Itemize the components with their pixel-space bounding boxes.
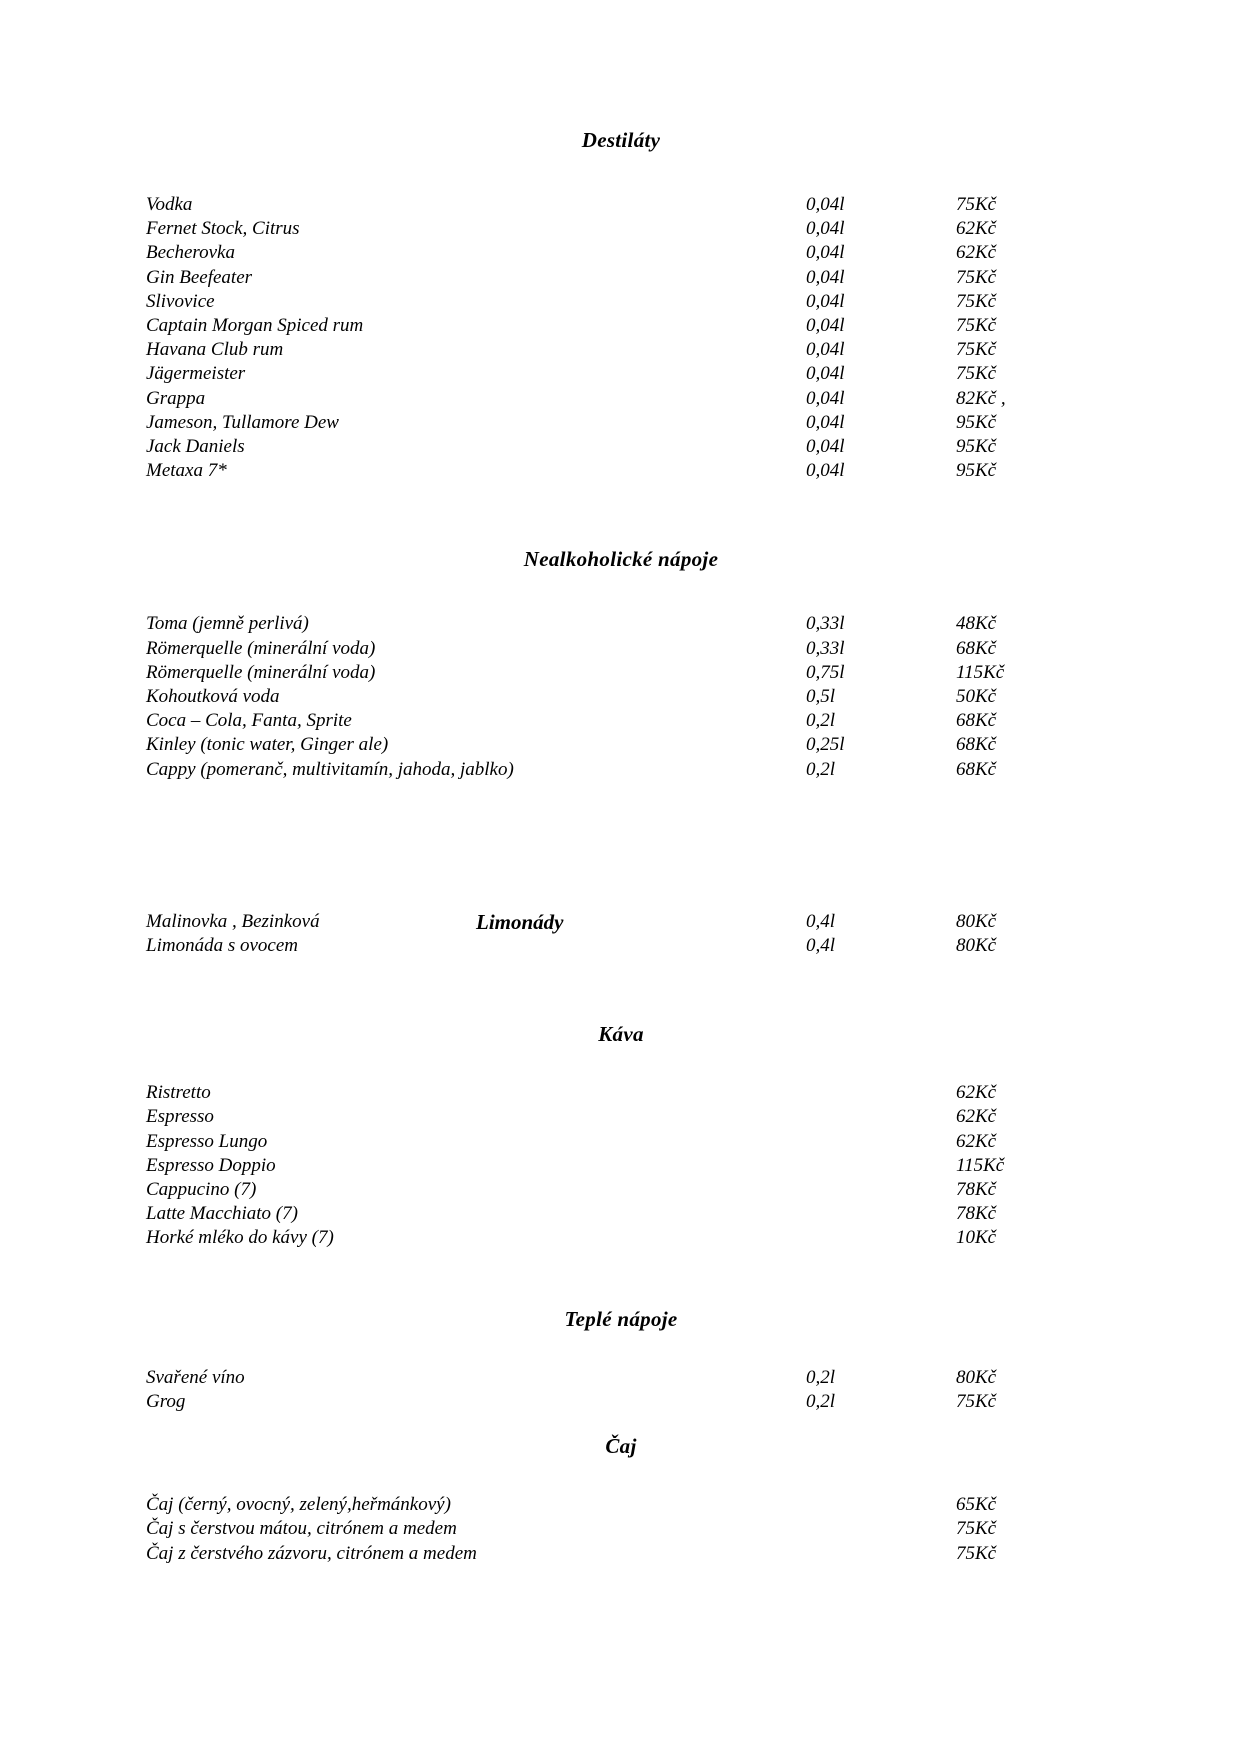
item-price: 95Kč xyxy=(956,411,997,433)
item-price: 68Kč xyxy=(956,637,997,659)
item-name: Limonáda s ovocem xyxy=(146,935,298,957)
item-name: Svařené víno xyxy=(146,1366,245,1388)
table-row xyxy=(146,290,1096,314)
item-name: Ristretto xyxy=(146,1082,211,1104)
item-price: 10Kč xyxy=(956,1227,997,1249)
section-limonady xyxy=(146,910,1096,958)
item-volume: 0,25l xyxy=(806,734,845,756)
item-volume xyxy=(806,1154,956,1178)
item-volume: 0,04l xyxy=(806,460,845,482)
item-price: 75Kč xyxy=(956,315,997,337)
table-row xyxy=(146,1542,1096,1566)
item-volume: 0,33l xyxy=(806,613,845,635)
table-row xyxy=(146,241,1096,265)
item-price: 62Kč xyxy=(956,242,997,264)
item-name: Becherovka xyxy=(146,242,235,264)
section-table-kava xyxy=(146,1081,1096,1250)
item-volume: 0,04l xyxy=(806,194,845,215)
item-price: 65Kč xyxy=(956,1494,997,1516)
table-row xyxy=(146,1493,1096,1517)
spacer xyxy=(146,1459,1096,1493)
item-price: 62Kč xyxy=(956,218,997,240)
table-row xyxy=(146,1178,1096,1202)
item-volume: 0,04l xyxy=(806,436,845,458)
item-volume xyxy=(806,1081,956,1105)
spacer xyxy=(146,572,1096,612)
item-name: Espresso Lungo xyxy=(146,1130,268,1152)
item-name: Toma (jemně perlivá) xyxy=(146,613,309,635)
item-price: 95Kč xyxy=(956,460,997,482)
item-price: 62Kč xyxy=(956,1106,997,1128)
table-row xyxy=(146,1366,1096,1390)
section-heading-teple-napoje: Teplé nápoje xyxy=(564,1306,678,1331)
table-row xyxy=(146,910,1096,934)
table-row xyxy=(146,1105,1096,1129)
section-table-caj xyxy=(146,1493,1096,1566)
item-volume xyxy=(806,1130,956,1154)
item-name: Gin Beefeater xyxy=(146,266,253,288)
table-row xyxy=(146,266,1096,290)
table-row xyxy=(146,314,1096,338)
section-heading-limonady: Limonády xyxy=(476,909,564,934)
item-price: 80Kč xyxy=(956,1366,997,1388)
spacer xyxy=(146,1414,1096,1434)
item-price: 78Kč xyxy=(956,1203,997,1225)
item-price: 75Kč xyxy=(956,339,997,361)
table-row xyxy=(146,1517,1096,1541)
item-price: 75Kč xyxy=(956,290,997,312)
item-volume xyxy=(806,1105,956,1129)
item-price: 50Kč xyxy=(956,686,997,708)
item-price: 75Kč xyxy=(956,363,997,385)
item-name: Metaxa 7* xyxy=(146,460,227,482)
item-volume: 0,04l xyxy=(806,242,845,264)
table-row xyxy=(146,637,1096,661)
item-name: Espresso Doppio xyxy=(146,1154,276,1176)
item-name: Espresso xyxy=(146,1106,214,1128)
section-heading-kava: Káva xyxy=(598,1022,644,1047)
section-table-destilaty xyxy=(146,193,1096,483)
table-row xyxy=(146,1130,1096,1154)
item-volume: 0,4l xyxy=(806,910,836,932)
item-price: 62Kč xyxy=(956,1130,997,1152)
item-name: Cappy (pomeranč, multivitamín, jahoda, jablko) xyxy=(146,758,514,780)
section-heading-nealkoholicke-napoje: Nealkoholické nápoje xyxy=(523,547,719,572)
table-row xyxy=(146,1226,1096,1250)
item-volume: 0,04l xyxy=(806,363,845,385)
section-table-nealkoholicke-napoje xyxy=(146,612,1096,781)
item-name: Captain Morgan Spiced rum xyxy=(146,315,364,337)
spacer xyxy=(146,483,1096,547)
item-volume: 0,2l xyxy=(806,710,836,732)
table-row xyxy=(146,1081,1096,1105)
item-price: 78Kč xyxy=(956,1179,997,1201)
item-volume xyxy=(806,1517,956,1541)
item-name: Grappa xyxy=(146,387,206,409)
item-price: 75Kč xyxy=(956,1542,997,1564)
item-name: Jägermeister xyxy=(146,363,246,385)
item-volume xyxy=(806,1202,956,1226)
item-name: Cappucino (7) xyxy=(146,1179,257,1201)
table-row xyxy=(146,1390,1096,1414)
item-price: 75Kč xyxy=(956,266,997,288)
item-volume xyxy=(806,1493,956,1517)
item-name: Römerquelle (minerální voda) xyxy=(146,661,376,683)
item-price: 80Kč xyxy=(956,935,997,957)
item-name: Havana Club rum xyxy=(146,339,284,361)
item-name: Horké mléko do kávy (7) xyxy=(146,1227,334,1249)
spacer xyxy=(146,1251,1096,1307)
item-volume: 0,33l xyxy=(806,637,845,659)
item-name: Kinley (tonic water, Ginger ale) xyxy=(146,734,389,756)
table-row xyxy=(146,758,1096,782)
item-price: 75Kč xyxy=(956,1518,997,1540)
item-name: Römerquelle (minerální voda) xyxy=(146,637,376,659)
item-name: Coca – Cola, Fanta, Sprite xyxy=(146,710,352,732)
item-name: Čaj s čerstvou mátou, citrónem a medem xyxy=(146,1518,457,1540)
item-volume: 0,04l xyxy=(806,218,845,240)
item-volume: 0,04l xyxy=(806,411,845,433)
item-volume xyxy=(806,1226,956,1250)
spacer xyxy=(146,782,1096,882)
table-row xyxy=(146,435,1096,459)
section-table-teple-napoje xyxy=(146,1366,1096,1414)
item-name: Jameson, Tullamore Dew xyxy=(146,411,339,433)
item-name: Kohoutková voda xyxy=(146,686,280,708)
item-price: 115Kč xyxy=(956,1154,1005,1176)
table-row xyxy=(146,733,1096,757)
item-name: Vodka xyxy=(146,194,193,215)
item-volume xyxy=(806,1178,956,1202)
item-price: 68Kč xyxy=(956,710,997,732)
spacer xyxy=(146,882,1096,910)
item-name: Grog xyxy=(146,1390,186,1412)
table-row xyxy=(146,387,1096,411)
item-price: 75Kč xyxy=(956,1390,997,1412)
table-row xyxy=(146,193,1096,217)
table-row xyxy=(146,459,1096,483)
spacer xyxy=(146,1332,1096,1366)
section-heading-caj: Čaj xyxy=(605,1434,637,1459)
item-volume: 0,2l xyxy=(806,1390,836,1412)
item-volume: 0,5l xyxy=(806,686,836,708)
table-row xyxy=(146,338,1096,362)
item-volume: 0,04l xyxy=(806,290,845,312)
item-name: Fernet Stock, Citrus xyxy=(146,218,300,240)
item-price: 62Kč xyxy=(956,1082,997,1104)
table-row xyxy=(146,709,1096,733)
table-row xyxy=(146,685,1096,709)
table-row xyxy=(146,612,1096,636)
item-volume: 0,04l xyxy=(806,266,845,288)
item-price: 82Kč , xyxy=(956,387,1006,409)
item-volume: 0,4l xyxy=(806,935,836,957)
item-price: 68Kč xyxy=(956,734,997,756)
table-row xyxy=(146,1154,1096,1178)
table-row xyxy=(146,217,1096,241)
item-volume: 0,04l xyxy=(806,315,845,337)
item-price: 95Kč xyxy=(956,436,997,458)
item-price: 68Kč xyxy=(956,758,997,780)
spacer xyxy=(146,153,1096,193)
spacer xyxy=(146,1047,1096,1081)
table-row xyxy=(146,934,1096,958)
item-name: Jack Daniels xyxy=(146,436,245,458)
table-row xyxy=(146,362,1096,386)
item-price: 115Kč xyxy=(956,661,1005,683)
item-volume: 0,2l xyxy=(806,1366,836,1388)
item-price: 80Kč xyxy=(956,910,997,932)
item-name: Latte Macchiato (7) xyxy=(146,1203,298,1225)
spacer xyxy=(146,958,1096,1022)
item-price: 48Kč xyxy=(956,613,997,635)
table-row xyxy=(146,411,1096,435)
item-name: Slivovice xyxy=(146,290,215,312)
item-volume: 0,75l xyxy=(806,661,845,683)
section-heading-destilaty: Destiláty xyxy=(581,128,661,152)
table-row xyxy=(146,1202,1096,1226)
item-name: Čaj z čerstvého zázvoru, citrónem a medem xyxy=(146,1542,477,1564)
table-row xyxy=(146,661,1096,685)
item-volume: 0,2l xyxy=(806,758,836,780)
item-name: Čaj (černý, ovocný, zelený,heřmánkový) xyxy=(146,1494,451,1516)
menu-content xyxy=(146,128,1096,1566)
item-volume: 0,04l xyxy=(806,387,845,409)
item-volume: 0,04l xyxy=(806,339,845,361)
item-price: 75Kč xyxy=(956,194,997,215)
item-name: Malinovka , Bezinková xyxy=(146,910,320,932)
item-volume xyxy=(806,1542,956,1566)
section-table-limonady xyxy=(146,910,1096,958)
